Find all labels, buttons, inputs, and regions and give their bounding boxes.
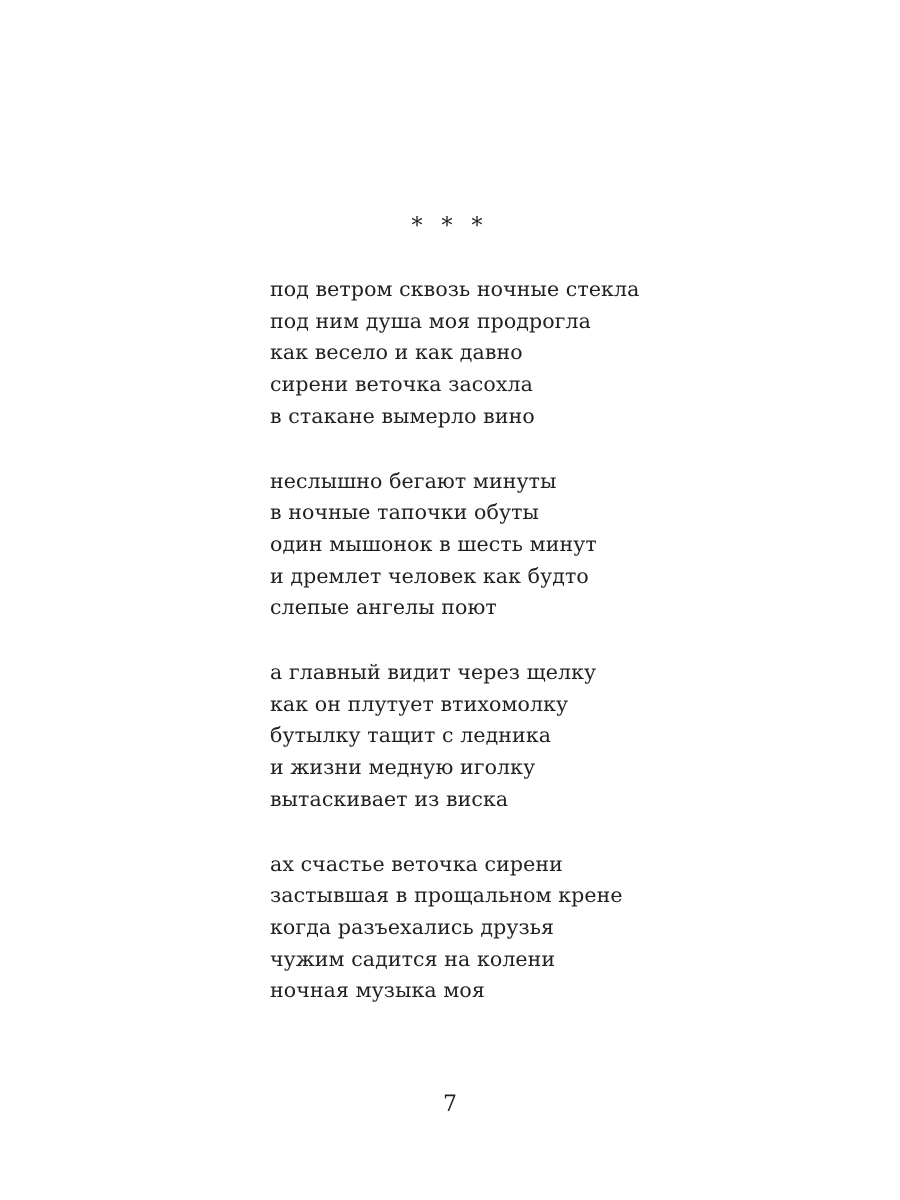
poem-line: сирени веточка засохла — [270, 372, 533, 397]
poem-line: когда разъехались друзья — [270, 914, 555, 939]
poem-line: слепые ангелы поют — [270, 595, 497, 620]
poem-line: ах счастье веточка сирени — [270, 851, 563, 876]
section-separator: * * * — [411, 214, 489, 239]
poem-line: один мышонок в шесть минут — [270, 531, 597, 556]
poem-line: чужим садится на колени — [270, 946, 556, 971]
poem-line: бутылку тащит с ледника — [270, 723, 552, 748]
poem-line: в ночные тапочки обуты — [270, 500, 539, 525]
poem-line: вытаскивает из виска — [270, 786, 509, 811]
poem-line: неслышно бегают минуты — [270, 468, 557, 493]
page-number: 7 — [443, 1092, 457, 1117]
poem-line: и жизни медную иголку — [270, 755, 536, 780]
stanza-2 — [270, 466, 690, 625]
poem-line: застывшая в прощальном крене — [270, 883, 623, 908]
stanza-1 — [270, 274, 690, 433]
poem-line: как он плутует втихомолку — [270, 691, 569, 716]
poem-line: а главный видит через щелку — [270, 660, 597, 685]
stanza-3 — [270, 657, 690, 816]
poem-line: в стакане вымерло вино — [270, 403, 535, 428]
poem-line: под ветром сквозь ночные стекла — [270, 277, 640, 301]
poem-line: и дремлет человек как будто — [270, 563, 589, 588]
poem — [270, 274, 690, 1040]
poem-line: как весело и как давно — [270, 340, 523, 365]
poem-line: под ним душа моя продрогла — [270, 308, 591, 333]
poem-line: ночная музыка моя — [270, 978, 485, 1003]
stanza-4 — [270, 849, 690, 1008]
